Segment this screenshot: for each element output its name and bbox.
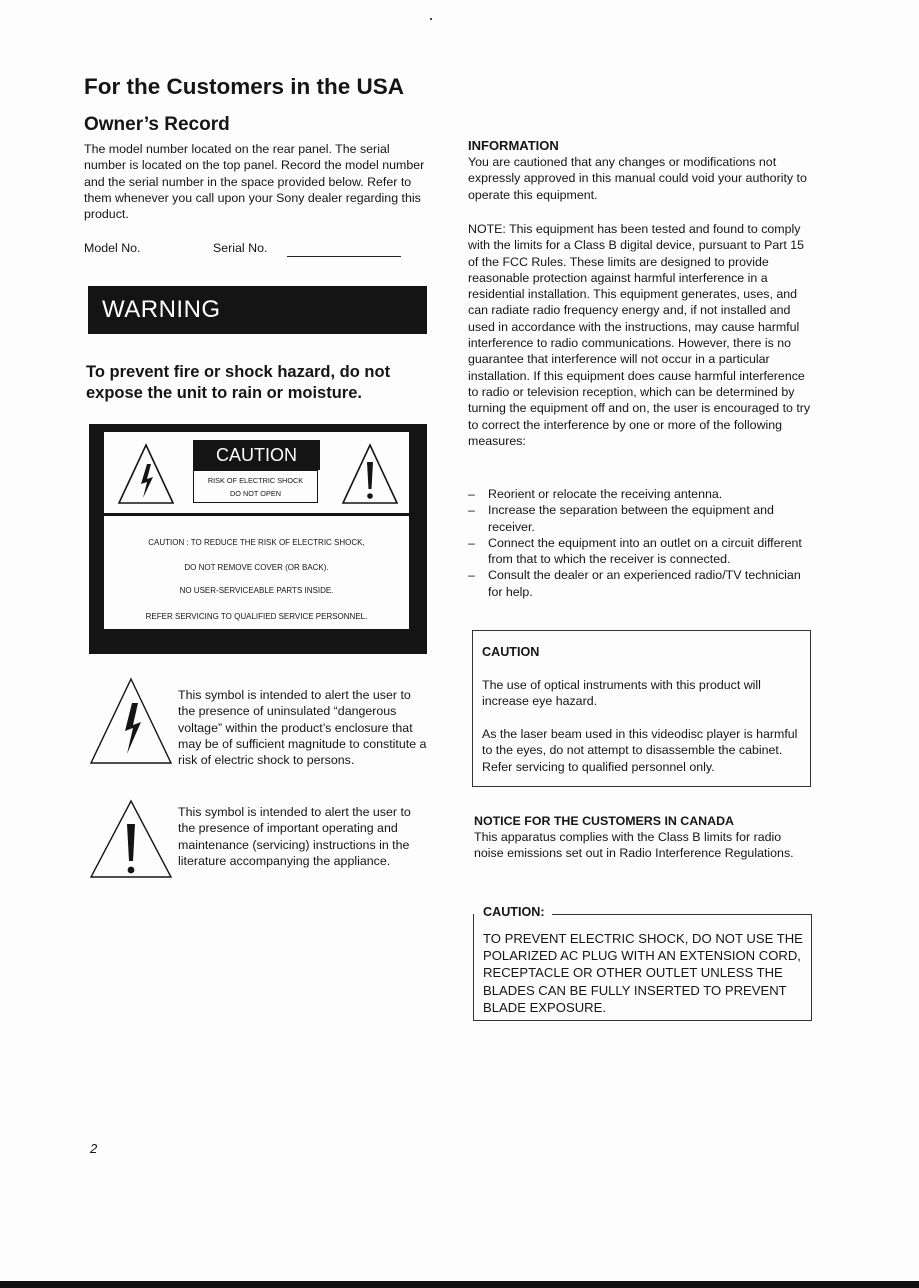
caution-label-line-3: NO USER-SERVICEABLE PARTS INSIDE. bbox=[179, 586, 334, 595]
caution-badge-title: CAUTION bbox=[193, 440, 320, 470]
plug-caution-text: TO PREVENT ELECTRIC SHOCK, DO NOT USE THE POLARIZED AC PLUG WITH AN EXTENSION CORD, RECEPTACLE OR OTHER OUTLET UNLESS THE BLADES CAN BE FULLY INSERTED TO PREVENT BLADE EXPOSURE. bbox=[483, 931, 803, 1015]
exclamation-icon bbox=[88, 798, 174, 880]
caution-label-line-2: DO NOT REMOVE COVER (OR BACK). bbox=[184, 563, 329, 572]
warning-banner bbox=[88, 286, 427, 334]
laser-caution-box bbox=[472, 630, 811, 787]
caution-label-divider bbox=[104, 513, 409, 516]
exclamation-warning-icon bbox=[340, 442, 400, 506]
caution-label-line-1: CAUTION : TO REDUCE THE RISK OF ELECTRIC SHOCK, bbox=[148, 538, 365, 547]
list-item: – Consult the dealer or an experienced radio/TV technician for help. bbox=[468, 567, 813, 600]
caution-badge-line-1: RISK OF ELECTRIC SHOCK bbox=[207, 476, 304, 485]
dangerous-voltage-icon bbox=[88, 676, 174, 766]
warning-text: To prevent fire or shock hazard, do not expose the unit to rain or moisture. bbox=[86, 363, 391, 402]
caution-label-inner bbox=[104, 432, 409, 629]
information-heading: INFORMATION bbox=[468, 138, 559, 153]
voltage-symbol-text: This symbol is intended to alert the user to the presence of uninsulated “dangerous voltage” within the product’s enclosure that may be of sufficient magnitude to constitute a risk of electric shock to persons. bbox=[178, 688, 427, 768]
page-title: For the Customers in the USA bbox=[84, 74, 405, 99]
model-no-label: Model No. bbox=[84, 241, 141, 255]
page-number: 2 bbox=[90, 1141, 98, 1156]
instructions-symbol-text: This symbol is intended to alert the user to the presence of important operating and maintenance (servicing) instructions in the literature accompanying the appliance. bbox=[178, 805, 411, 868]
canada-notice-text: This apparatus complies with the Class B limits for radio noise emissions set out in Radio Interference Regulations. bbox=[474, 830, 794, 861]
information-text: You are cautioned that any changes or modifications not expressly approved in this manual could void your authority to operate this equipment. bbox=[468, 155, 807, 202]
fcc-note-text: NOTE: This equipment has been tested and found to comply with the limits for a Class B digital device, pursuant to Part 15 of the FCC Rules. These limits are designed to provide reasonable protection against harmful interference in a residential installation. This equipment generates, uses, and can radiate radio frequency energy and, if not installed and used in accordance with the instructions, may cause harmful interference to radio communications. However, there is no guarantee that interference will not occur in a particular installation. If this equipment does cause harmful interference to radio or television reception, which can be determined by turning the equipment off and on, the user is encouraged to try to correct the interference by one or more of the following measures: bbox=[468, 222, 811, 448]
scan-speck bbox=[430, 18, 432, 20]
plug-caution-box bbox=[473, 905, 812, 1021]
list-item: – Reorient or relocate the receiving antenna. bbox=[468, 486, 813, 502]
plug-caution-heading: CAUTION: bbox=[482, 905, 548, 919]
laser-caution-heading: CAUTION bbox=[482, 645, 540, 659]
bottom-edge-bar bbox=[0, 1281, 919, 1288]
laser-caution-text-2: As the laser beam used in this videodisc player is harmful to the eyes, do not attempt to disassemble the cabinet. Refer servicing to qualified personnel only. bbox=[482, 727, 798, 774]
caution-badge-subtitle bbox=[193, 470, 318, 503]
serial-no-blank-line bbox=[287, 256, 401, 257]
owners-record-heading: Owner’s Record bbox=[84, 114, 230, 135]
laser-caution-text-1: The use of optical instruments with this product will increase eye hazard. bbox=[482, 678, 761, 709]
list-item: – Connect the equipment into an outlet on a circuit different from that to which the receiver is connected. bbox=[468, 535, 813, 568]
lightning-warning-icon bbox=[116, 442, 176, 506]
canada-notice-heading: NOTICE FOR THE CUSTOMERS IN CANADA bbox=[474, 814, 734, 828]
list-item: – Increase the separation between the equipment and receiver. bbox=[468, 502, 813, 535]
plug-caution-top-rule bbox=[552, 914, 812, 915]
warning-banner-text: WARNING bbox=[102, 296, 221, 323]
caution-badge-line-2: DO NOT OPEN bbox=[230, 489, 281, 498]
owners-record-text: The model number located on the rear panel. The serial number is located on the top panel. Record the model number and the serial number in the space provided below. Refer to them whenever you call upon your Sony dealer regarding this product. bbox=[84, 142, 425, 222]
caution-label-line-4: REFER SERVICING TO QUALIFIED SERVICE PERSONNEL. bbox=[145, 612, 368, 621]
interference-measures-list bbox=[468, 486, 813, 600]
caution-label-panel bbox=[89, 424, 427, 654]
serial-no-label: Serial No. bbox=[213, 241, 268, 255]
